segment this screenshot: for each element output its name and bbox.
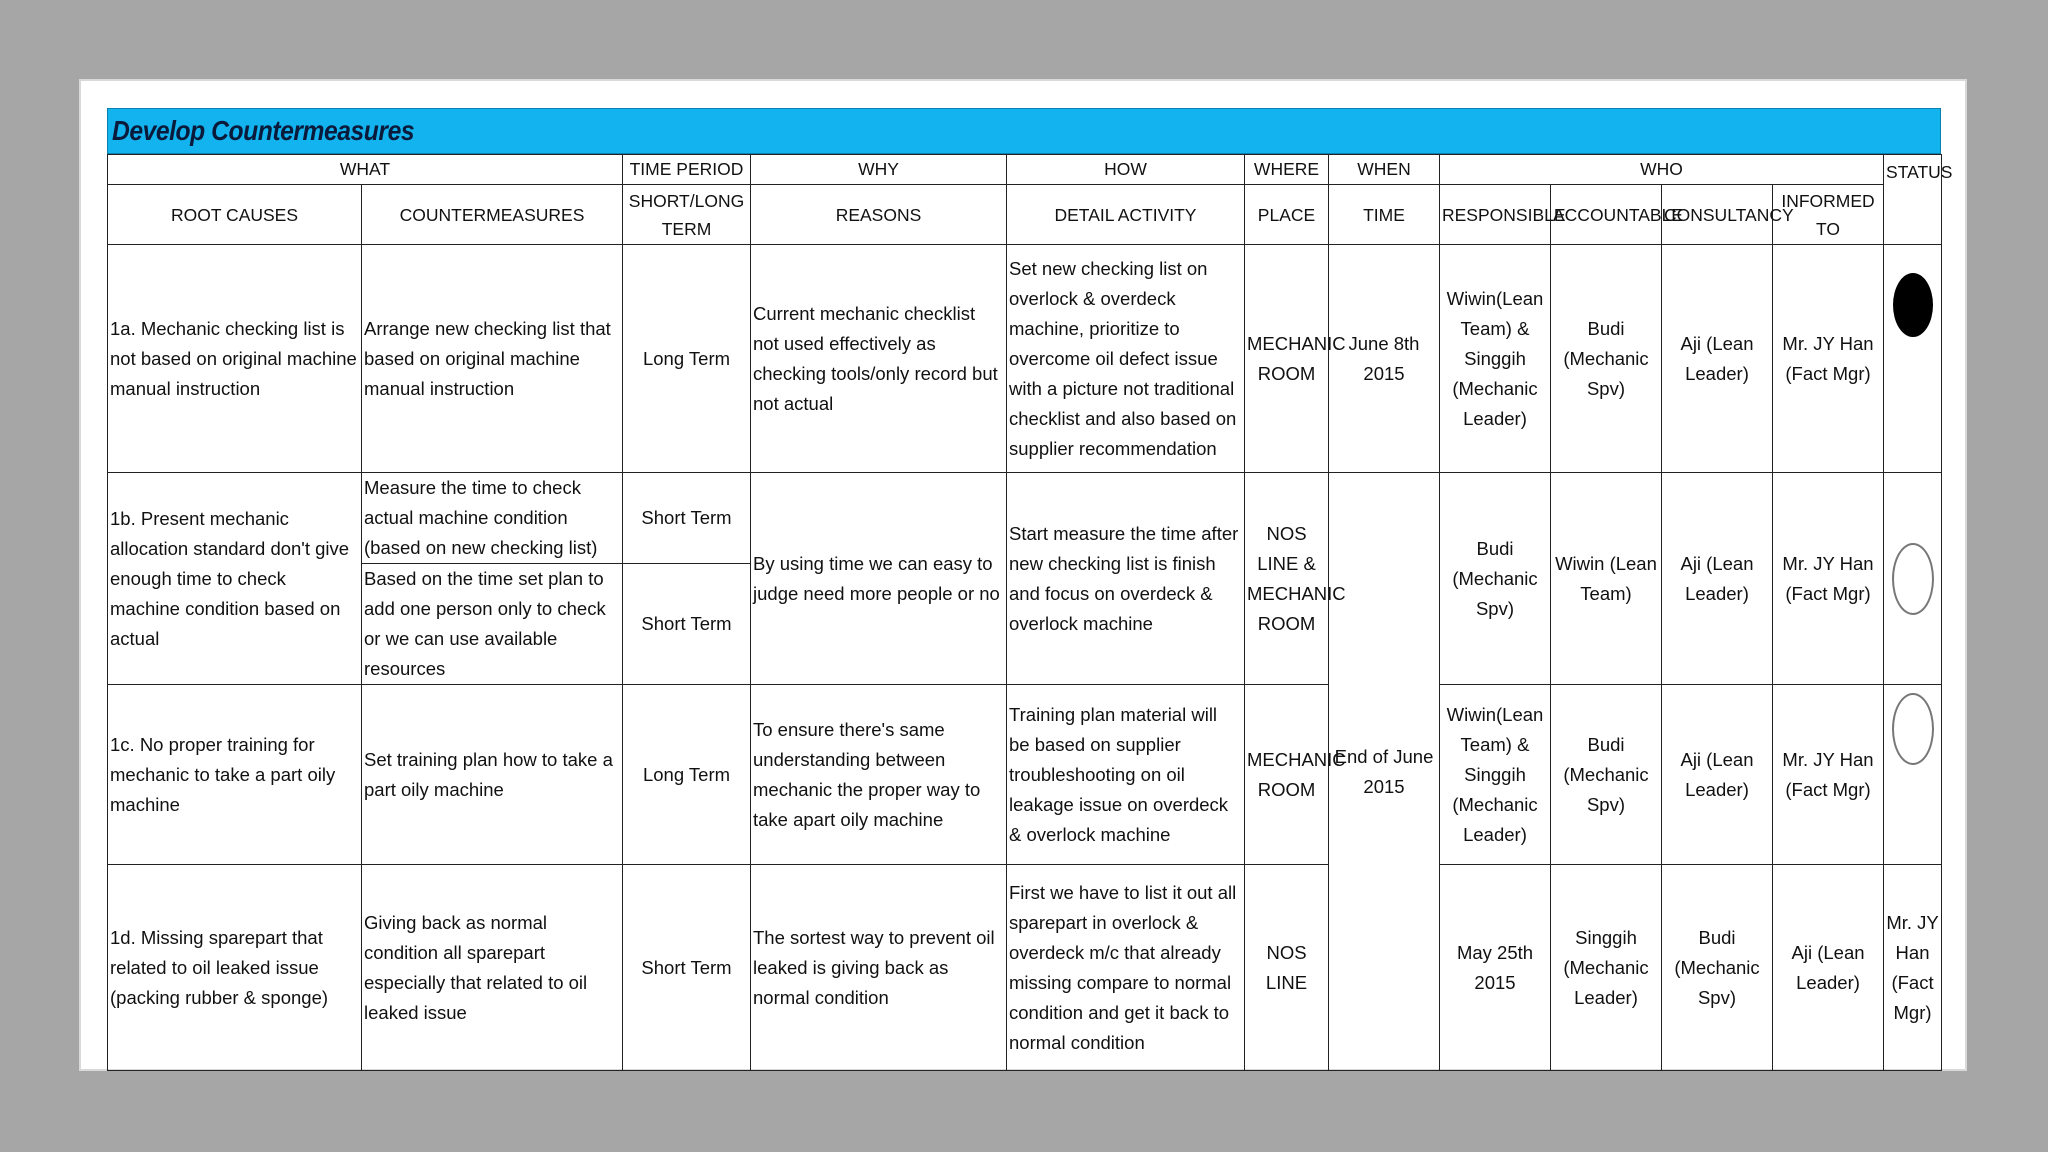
column-header-responsible: RESPONSIBLE (1440, 185, 1551, 245)
reason-cell: To ensure there's same understanding between mechanic the proper way to take apart oily machine (751, 685, 1007, 865)
root-cause-cell: 1a. Mechanic checking list is not based on original machine manual instruction (108, 245, 362, 473)
page-title: Develop Countermeasures (112, 115, 415, 146)
informed-to-cell: Mr. JY Han (Fact Mgr) (1884, 865, 1942, 1071)
accountable-cell: Budi (Mechanic Spv) (1551, 245, 1662, 473)
countermeasure-cell: Set training plan how to take a part oily machine (362, 685, 623, 865)
group-header-when: WHEN (1329, 155, 1440, 185)
reason-cell: By using time we can easy to judge need more people or no (751, 473, 1007, 685)
informed-to-cell: Mr. JY Han (Fact Mgr) (1773, 685, 1884, 865)
informed-to-cell: Mr. JY Han (Fact Mgr) (1773, 245, 1884, 473)
group-header-row (108, 155, 1942, 185)
status-indicator (1893, 273, 1933, 337)
responsible-cell: Wiwin(Lean Team) & Singgih (Mechanic Leader) (1440, 685, 1551, 865)
status-indicator (1892, 543, 1934, 615)
group-header-how: HOW (1007, 155, 1245, 185)
reason-cell: Current mechanic checklist not used effectively as checking tools/only record but not actual (751, 245, 1007, 473)
time-cell: June 8th 2015 (1329, 245, 1440, 473)
accountable-cell: Budi (Mechanic Spv) (1551, 685, 1662, 865)
accountable-cell: Budi (Mechanic Spv) (1662, 865, 1773, 1071)
table-row (108, 685, 1942, 865)
group-header-what: WHAT (108, 155, 623, 185)
place-cell: MECHANIC ROOM (1245, 685, 1329, 865)
group-header-time-period: TIME PERIOD (623, 155, 751, 185)
column-header-informed-to: INFORMED TO (1773, 185, 1884, 245)
responsible-cell: Wiwin(Lean Team) & Singgih (Mechanic Leader) (1440, 245, 1551, 473)
column-header-detail-activity: DETAIL ACTIVITY (1007, 185, 1245, 245)
place-cell: MECHANIC ROOM (1245, 245, 1329, 473)
table-row (108, 865, 1942, 1071)
column-header-place: PLACE (1245, 185, 1329, 245)
informed-to-cell: Mr. JY Han (Fact Mgr) (1773, 473, 1884, 685)
consultancy-cell: Aji (Lean Leader) (1662, 245, 1773, 473)
status-indicator (1892, 693, 1934, 765)
status-cell (1884, 473, 1942, 685)
countermeasure-cell: Based on the time set plan to add one person only to check or we can use available resources (362, 564, 623, 685)
group-header-where: WHERE (1245, 155, 1329, 185)
term-cell: Short Term (623, 473, 751, 564)
root-cause-cell: 1d. Missing sparepart that related to oil leaked issue (packing rubber & sponge) (108, 865, 362, 1071)
consultancy-cell: Aji (Lean Leader) (1662, 685, 1773, 865)
countermeasures-table (107, 154, 1953, 1071)
term-cell: Short Term (623, 564, 751, 685)
reason-cell: The sortest way to prevent oil leaked is giving back as normal condition (751, 865, 1007, 1071)
status-cell (1884, 245, 1942, 473)
column-header-accountable: ACCOUNTABLE (1551, 185, 1662, 245)
root-cause-cell: 1b. Present mechanic allocation standard don't give enough time to check machine condition based on actual (108, 473, 362, 685)
time-cell: End of June 2015 (1329, 473, 1440, 1071)
group-header-why: WHY (751, 155, 1007, 185)
detail-activity-cell: First we have to list it out all sparepart in overlock & overdeck m/c that already missing compare to normal condition and get it back to normal condition (1007, 865, 1245, 1071)
column-header-root-causes: ROOT CAUSES (108, 185, 362, 245)
term-cell: Long Term (623, 245, 751, 473)
place-cell: NOS LINE & MECHANIC ROOM (1245, 473, 1329, 685)
title-banner (107, 108, 1941, 154)
term-cell: Long Term (623, 685, 751, 865)
column-header-countermeasures: COUNTERMEASURES (362, 185, 623, 245)
countermeasure-cell: Arrange new checking list that based on original machine manual instruction (362, 245, 623, 473)
accountable-cell: Wiwin (Lean Team) (1551, 473, 1662, 685)
detail-activity-cell: Training plan material will be based on supplier troubleshooting on oil leakage issue on overdeck & overlock machine (1007, 685, 1245, 865)
table-row (108, 473, 1942, 564)
countermeasure-cell: Measure the time to check actual machine condition (based on new checking list) (362, 473, 623, 564)
status-cell (1884, 685, 1942, 865)
column-header-reasons: REASONS (751, 185, 1007, 245)
time-cell: May 25th 2015 (1440, 865, 1551, 1071)
detail-activity-cell: Start measure the time after new checking list is finish and focus on overdeck & overlock machine (1007, 473, 1245, 685)
consultancy-cell: Aji (Lean Leader) (1773, 865, 1884, 1071)
column-header-row (108, 185, 1942, 245)
term-cell: Short Term (623, 865, 751, 1071)
group-header-who: WHO (1440, 155, 1884, 185)
column-header-status: STATUS (1884, 155, 1942, 245)
consultancy-cell: Aji (Lean Leader) (1662, 473, 1773, 685)
root-cause-cell: 1c. No proper training for mechanic to take a part oily machine (108, 685, 362, 865)
responsible-cell: Budi (Mechanic Spv) (1440, 473, 1551, 685)
column-header-short-long-term: SHORT/LONG TERM (623, 185, 751, 245)
detail-activity-cell: Set new checking list on overlock & overdeck machine, prioritize to overcome oil defect issue with a picture not traditional checklist and also based on supplier recommendation (1007, 245, 1245, 473)
table-row (108, 245, 1942, 473)
place-cell: NOS LINE (1245, 865, 1329, 1071)
column-header-time: TIME (1329, 185, 1440, 245)
countermeasure-cell: Giving back as normal condition all sparepart especially that related to oil leaked issue (362, 865, 623, 1071)
responsible-cell: Singgih (Mechanic Leader) (1551, 865, 1662, 1071)
column-header-consultancy: CONSULTANCY (1662, 185, 1773, 245)
